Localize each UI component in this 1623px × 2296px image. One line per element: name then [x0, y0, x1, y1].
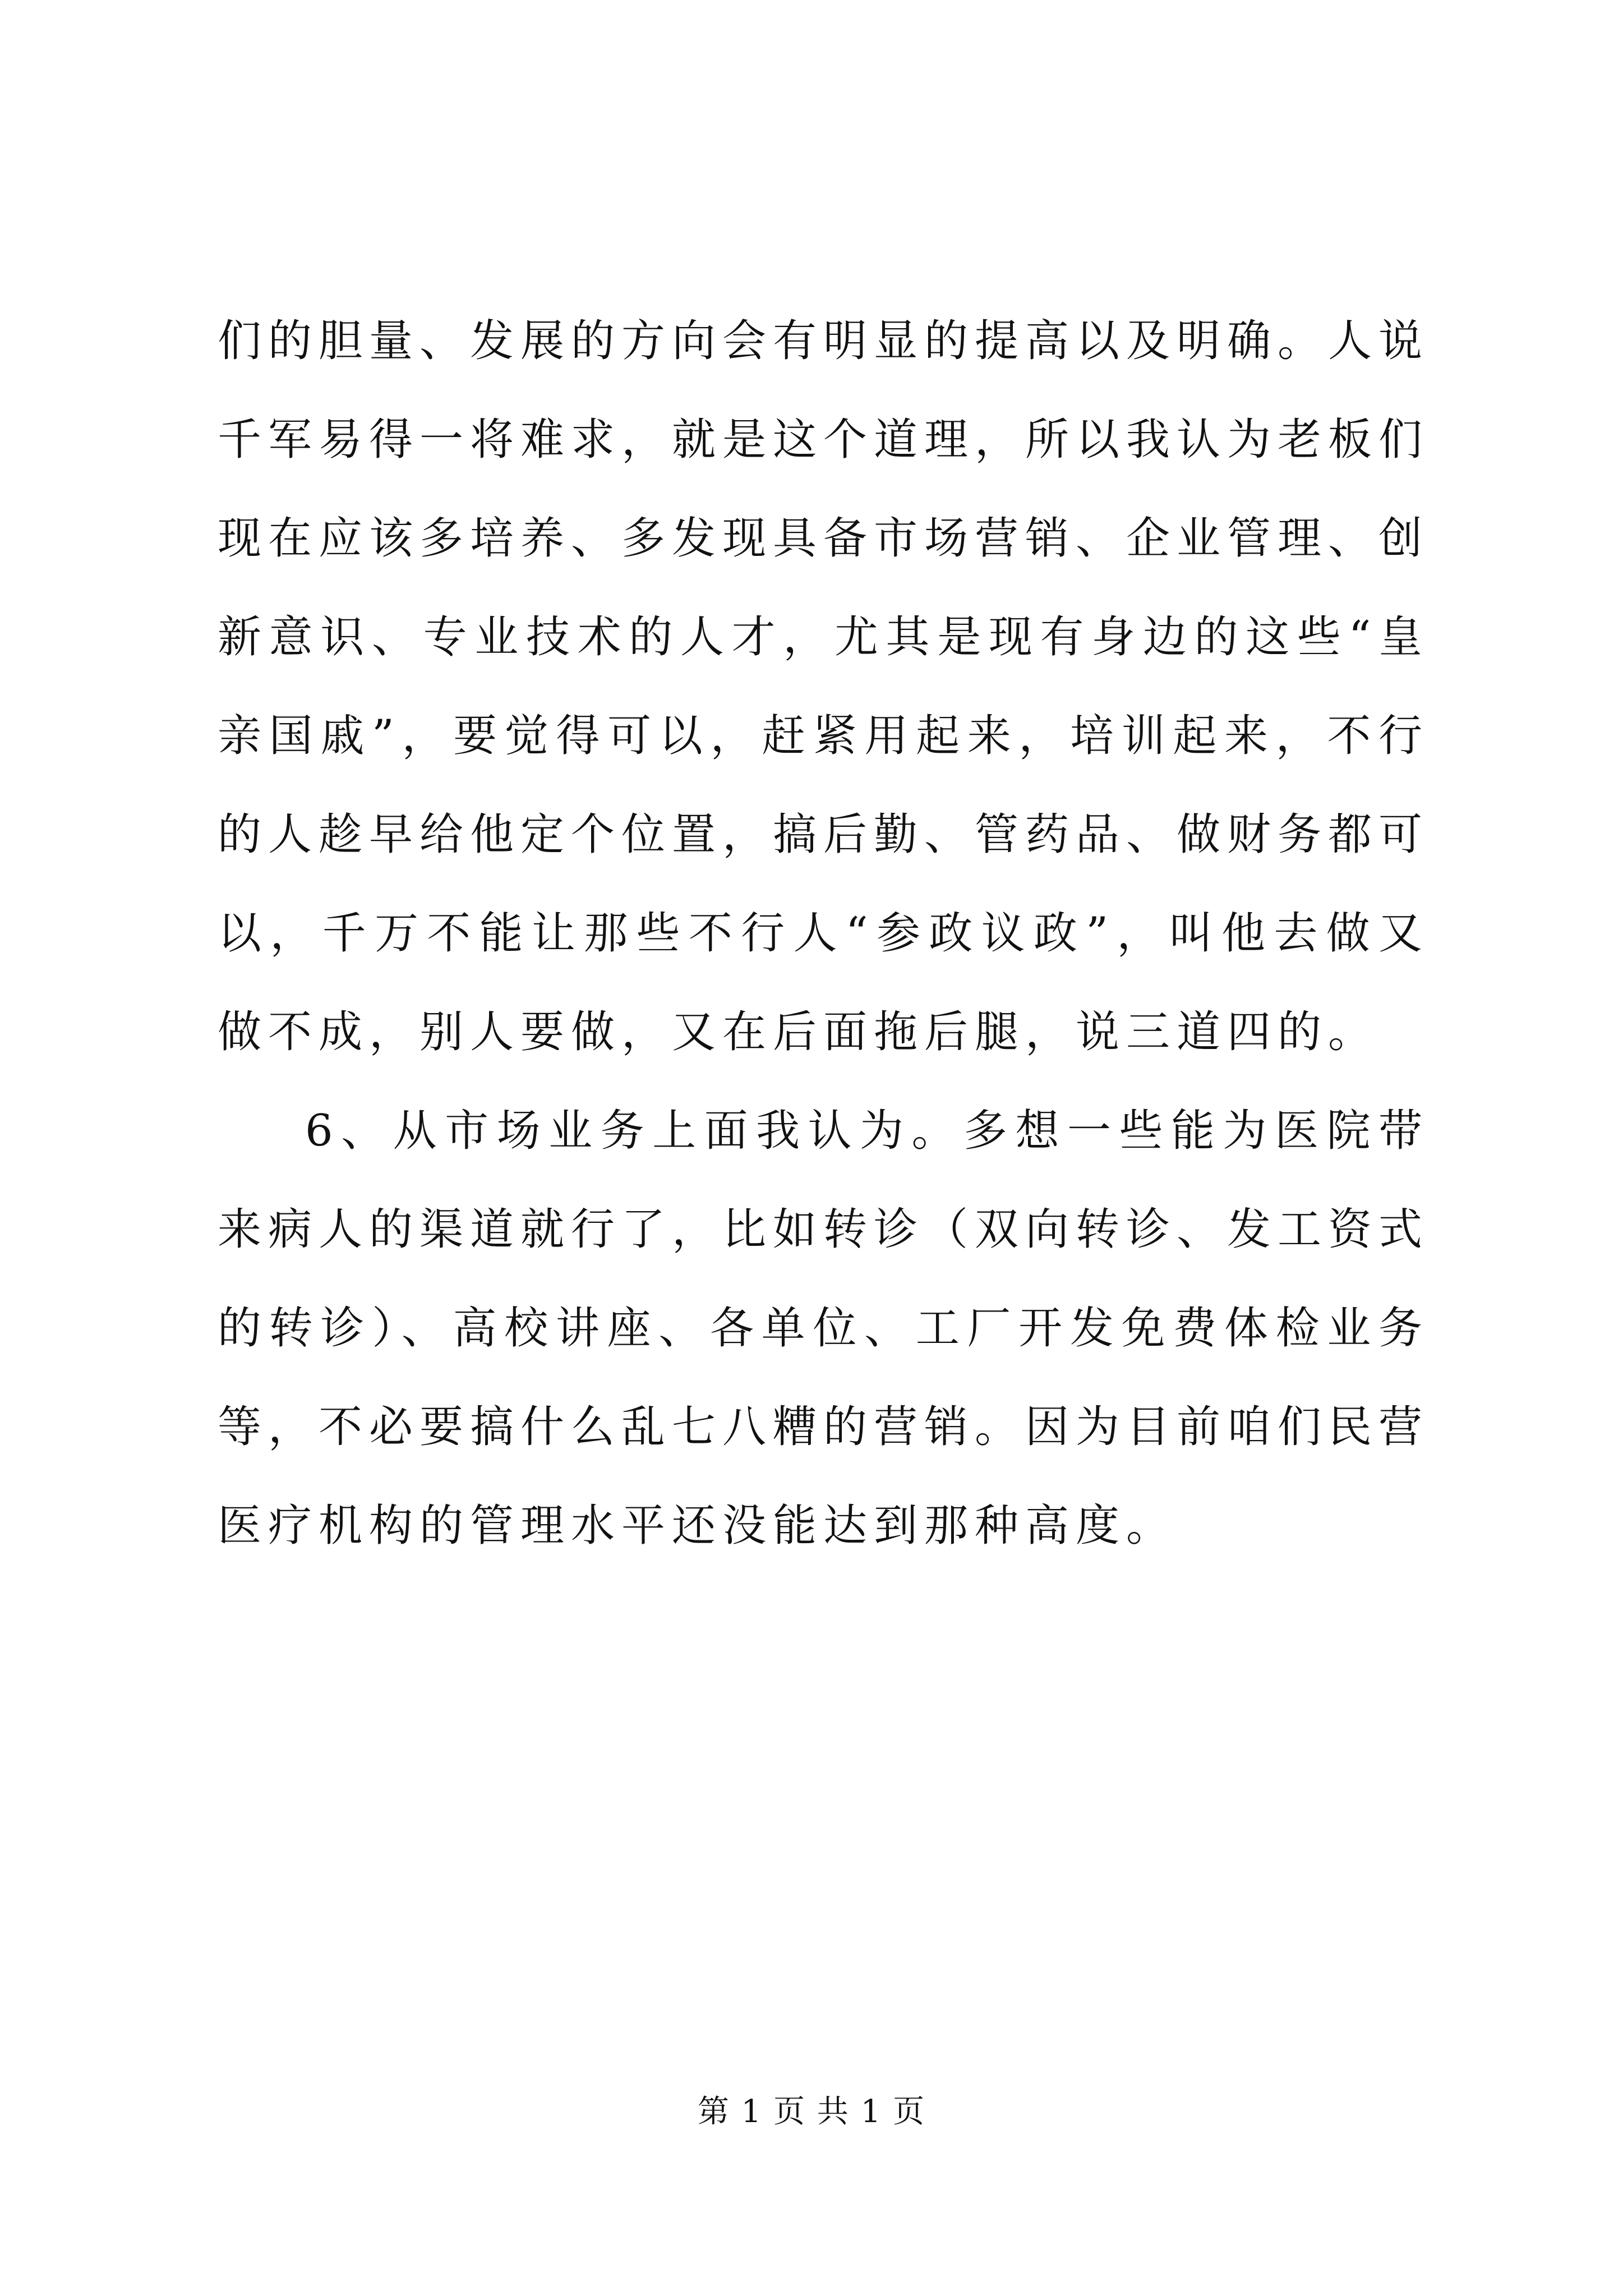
paragraph-continuation: 们的胆量、发展的方向会有明显的提高以及明确。人说千军易得一将难求，就是这个道理，所以我认为老板们现在应该多培养、多发现具备市场营销、企业管理、创新意识、专业技术的人才，尤其是现有身边的这些“皇亲国戚”，要觉得可以，赶紧用起来，培训起来，不行的人趁早给他定个位置，搞后勤、管药品、做财务都可以，千万不能让那些不行人“参政议政”，叫他去做又做不成，别人要做，又在后面拖后腿，说三道四的。	[218, 316, 1430, 1057]
paragraph-item-6: 6、从市场业务上面我认为。多想一些能为医院带来病人的渠道就行了，比如转诊（双向转诊、发工资式的转诊）、高校讲座、各单位、工厂开发免费体检业务等，不必要搞什么乱七八糟的营销。因为目前咱们民营医疗机构的管理水平还没能达到那种高度。	[218, 1106, 1430, 1551]
page-footer: 第 1 页 共 1 页	[697, 2093, 926, 2130]
document-body	[218, 292, 1429, 1575]
